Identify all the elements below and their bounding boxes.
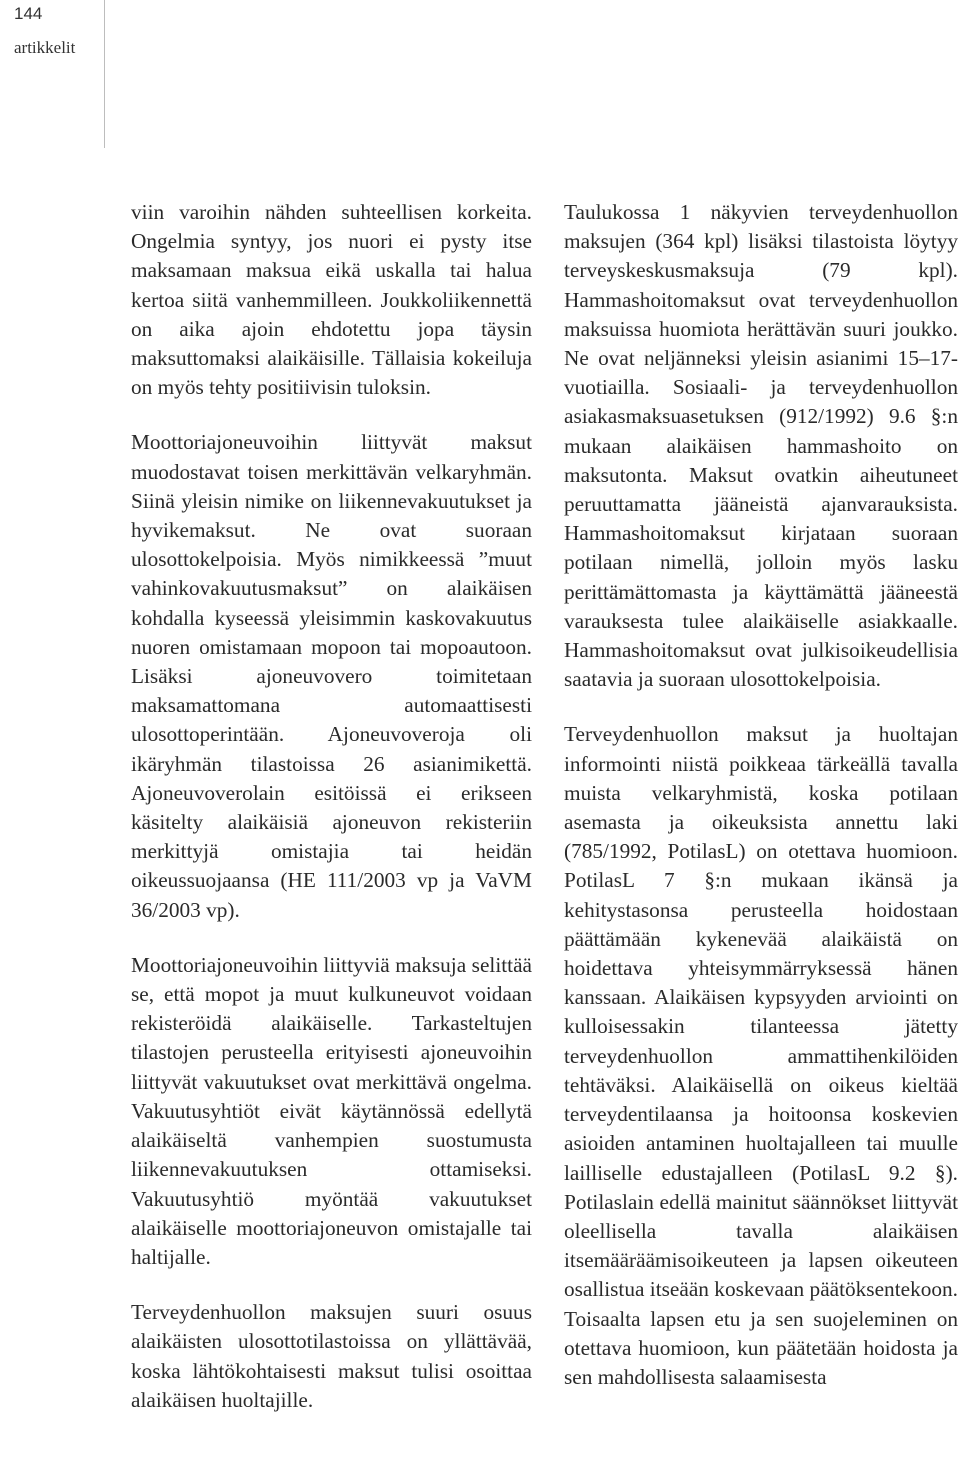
paragraph: Taulukossa 1 näkyvien terveydenhuollon maksujen (364 kpl) lisäksi tilastoista löytyy terveyskeskusmaksuja (79 kpl). Hammashoitomaksut ovat terveydenhuollon maksuissa huomiota herättävän suuri joukko. Ne ovat neljänneksi yleisin asianimi 15–17-vuotiailla. Sosiaali- ja terveydenhuollon asiakasmaksuasetuksen (912/1992) 9.6 §:n mukaan alaikäisen hammashoito on maksutonta. Maksut ovatkin aiheutuneet peruuttamatta jääneistä ajanvarauksista. Hammashoitomaksut kirjataan suoraan potilaan nimellä, jolloin myös lasku perittämättomasta ja käyttämättä jääneestä varauksesta tulee alaikäiselle asiakkaalle. Hammashoitomaksut ovat julkisoikeudellisia saatavia ja suoraan ulosottokelpoisia. xyxy=(564,200,958,692)
right-column xyxy=(564,198,958,1392)
page-number: 144 xyxy=(14,4,43,23)
section-label: artikkelit xyxy=(14,38,76,57)
paragraph: Terveydenhuollon maksut ja huoltajan informointi niistä poikkeaa tärkeällä tavalla muista velkaryhmistä, koska potilaan asemasta ja oikeuksista annettu laki (785/1992, PotilasL) on otettava huomioon. PotilasL 7 §:n mukaan ikänsä ja kehitystasonsa perusteella hoidostaan päättämään kykenevää alaikäistä on hoidettava yhteisymmärryksessä hänen kanssaan. Alaikäisen kypsyyden arviointi on kulloisessakin tilanteessa jätetty terveydenhuollon ammattihenkilöiden tehtäväksi. Alaikäisellä on oikeus kieltää terveydentilaansa ja hoitoonsa koskevien asioiden antaminen huoltajalleen tai muulle lailliselle edustajalleen (PotilasL 9.2 §). Potilaslain edellä mainitut säännökset liittyvät oleellisella tavalla alaikäisen itsemääräämisoikeuteen ja lapsen oikeuteen osallistua itseään koskevaan päätöksentekoon. Toisaalta lapsen etu ja sen suojeleminen on otettava huomioon, kun päätetään hoidosta ja sen mahdollisesta salaamisesta xyxy=(564,722,958,1389)
paragraph: Moottoriajoneuvoihin liittyvät maksut muodostavat toisen merkittävän velkaryhmän. Siinä yleisin nimike on liikennevakuutukset ja hyvikemaksut. Ne ovat suoraan ulosottokelpoisia. Myös nimikkeessä ”muut vahinkovakuutusmaksut” on alaikäisen kohdalla kyseessä yleisimmin kaskovakuutus nuoren omistamaan mopoon tai mopoautoon. Lisäksi ajoneuvovero toimitetaan maksamattomana automaattisesti ulosottoperintään. Ajoneuvoveroja oli ikäryhmän tilastoissa 26 asianimikettä. Ajoneuvoverolain esitöissä ei erikseen käsitelty alaikäisiä ajoneuvon rekisteriin merkittyjä omistajia tai heidän oikeussuojaansa (HE 111/2003 vp ja VaVM 36/2003 vp). xyxy=(131,430,532,922)
left-column xyxy=(131,198,532,1415)
paragraph: Terveydenhuollon maksujen suuri osuus alaikäisten ulosottotilastoissa on yllättävää, koska lähtökohtaisesti maksut tulisi osoittaa alaikäisen huoltajille. xyxy=(131,1300,532,1412)
page-header xyxy=(0,0,105,148)
paragraph: viin varoihin nähden suhteellisen korkeita. Ongelmia syntyy, jos nuori ei pysty itse maksamaan maksua eikä uskalla tai halua kertoa siitä vanhemmilleen. Joukkoliikennettä on aika ajoin ehdotettu jopa täysin maksuttomaksi alaikäisille. Tällaisia kokeiluja on myös tehty positiivisin tuloksin. xyxy=(131,200,532,400)
paragraph: Moottoriajoneuvoihin liittyviä maksuja selittää se, että mopot ja muut kulkuneuvot voidaan rekisteröidä alaikäiselle. Tarkasteltujen tilastojen perusteella erityisesti ajoneuvoihin liittyvät vakuutukset ovat merkittävä ongelma. Vakuutusyhtiöt eivät käytännössä edellytä alaikäiseltä vanhempien suostumusta liikennevakuutuksen ottamiseksi. Vakuutusyhtiö myöntää vakuutukset alaikäiselle moottoriajoneuvon omistajalle tai haltijalle. xyxy=(131,952,532,1269)
